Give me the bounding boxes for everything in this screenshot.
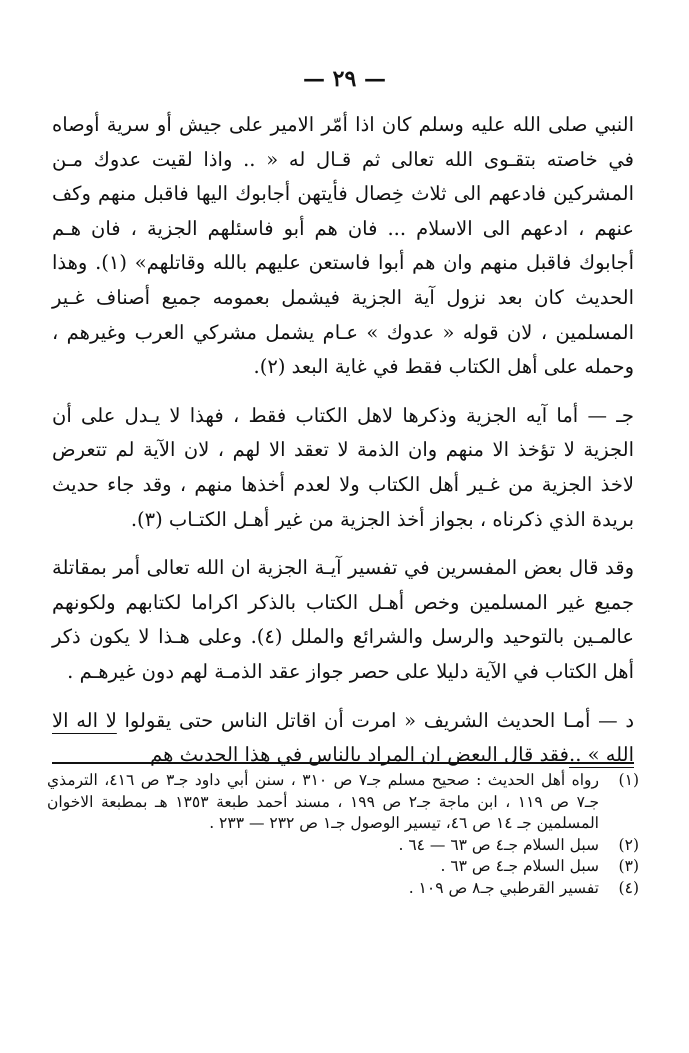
paragraph-2: جـ — أما آيه الجزية وذكرها لاهل الكتاب فقط ، فهذا لا يـدل على أن الجزية لا تؤخذ الا منهم وان الذمة لا تعقد الا لهم ، لان الآية لم تتعرض لاخذ الجزية من غـير أهل الكتاب ولا لعدم أخذها منهم ، وقد جاء حديث بريدة الذي ذكرناه ، بجواز أخذ الجزية من غير أهـل الكتـاب (٣). (52, 403, 634, 531)
footnote-2 (47, 835, 639, 857)
footnote-number: (١) (618, 771, 639, 789)
footnote-number: (٤) (618, 878, 639, 897)
footnote-text: رواه أهل الحديث : صحيح مسلم جـ٧ ص ٣١٠ ، سنن أبي داود جـ٣ ص ٤١٦، الترمذي جـ٧ ص ١١٩ ، ابن ماجة جـ٢ ص ١٩٩ ، مسند أحمد طبعة ١٣٥٣ هـ بمطبعة الاخوان المسلمين جـ ١٤ ص ٤٦، تيسير الوصول جـ١ ص ٢٣٢ — ٢٣٣ . (47, 771, 600, 832)
footnote-4 (47, 878, 639, 900)
paragraph-4-text: د — أمـا الحديث الشريف « امرت أن اقاتل الناس حتى يقولوا (124, 708, 635, 732)
footnotes (47, 770, 639, 899)
paragraph-4-underlined: لا اله الا الله » .. (52, 708, 634, 767)
footnote-divider (52, 762, 634, 764)
footnote-text: تفسير القرطبي جـ٨ ص ١٠٩ . (408, 878, 599, 897)
paragraph-3: وقد قال بعض المفسرين في تفسير آيـة الجزية ان الله تعالى أمر بمقاتلة جميع غير المسلمين وخص أهـل الكتاب بالذكر اكراما لكتابهم ولكونهم عالمـين بالتوحيد والرسل والشرائع والملل (٤). وعلى هـذا لا يكون ذكر أهل الكتاب في الآية دليلا على حصر جواز عقد الذمـة لهم دون غيرهـم . (52, 556, 634, 683)
footnote-3 (47, 856, 639, 878)
paragraph-4-tail: فقد قال البعض ان المراد بالناس في هذا الحديث هم (150, 743, 569, 767)
page-number: — ٢٩ — (303, 66, 386, 92)
footnote-1 (47, 770, 639, 835)
body-text (52, 108, 634, 773)
footnote-number: (٣) (618, 857, 639, 875)
footnote-number: (٢) (618, 835, 639, 854)
footnote-text: سبل السلام جـ٤ ص ٦٣ . (440, 857, 599, 875)
footnote-text: سبل السلام جـ٤ ص ٦٣ — ٦٤ . (398, 835, 599, 854)
paragraph-1: النبي صلى الله عليه وسلم كان اذا أمّر الامير على جيش أو سرية أوصاه في خاصته بتقـوى الله تعالى ثم قـال له « .. واذا لقيت عدوك مـن المشركين فادعهم الى ثلاث خِصال فأيتهن أجابوك اليها فاقبل منهم وكف عنهم ، ادعهم الى الاسلام ... فان هم أبو فاسئلهم الجزية ، فان هـم أجابوك فاقبل منهم وان هم أبوا فاستعن عليهم بالله وقاتلهم» (١). وهذا الحديث كان بعد نزول آية الجزية فيشمل بعمومه جميع أصناف غـير المسلمين ، لان قوله « عدوك » عـام يشمل مشركي العرب وغيرهم ، وحمله على أهل الكتاب فقط في غاية البعد (٢). (52, 113, 634, 379)
